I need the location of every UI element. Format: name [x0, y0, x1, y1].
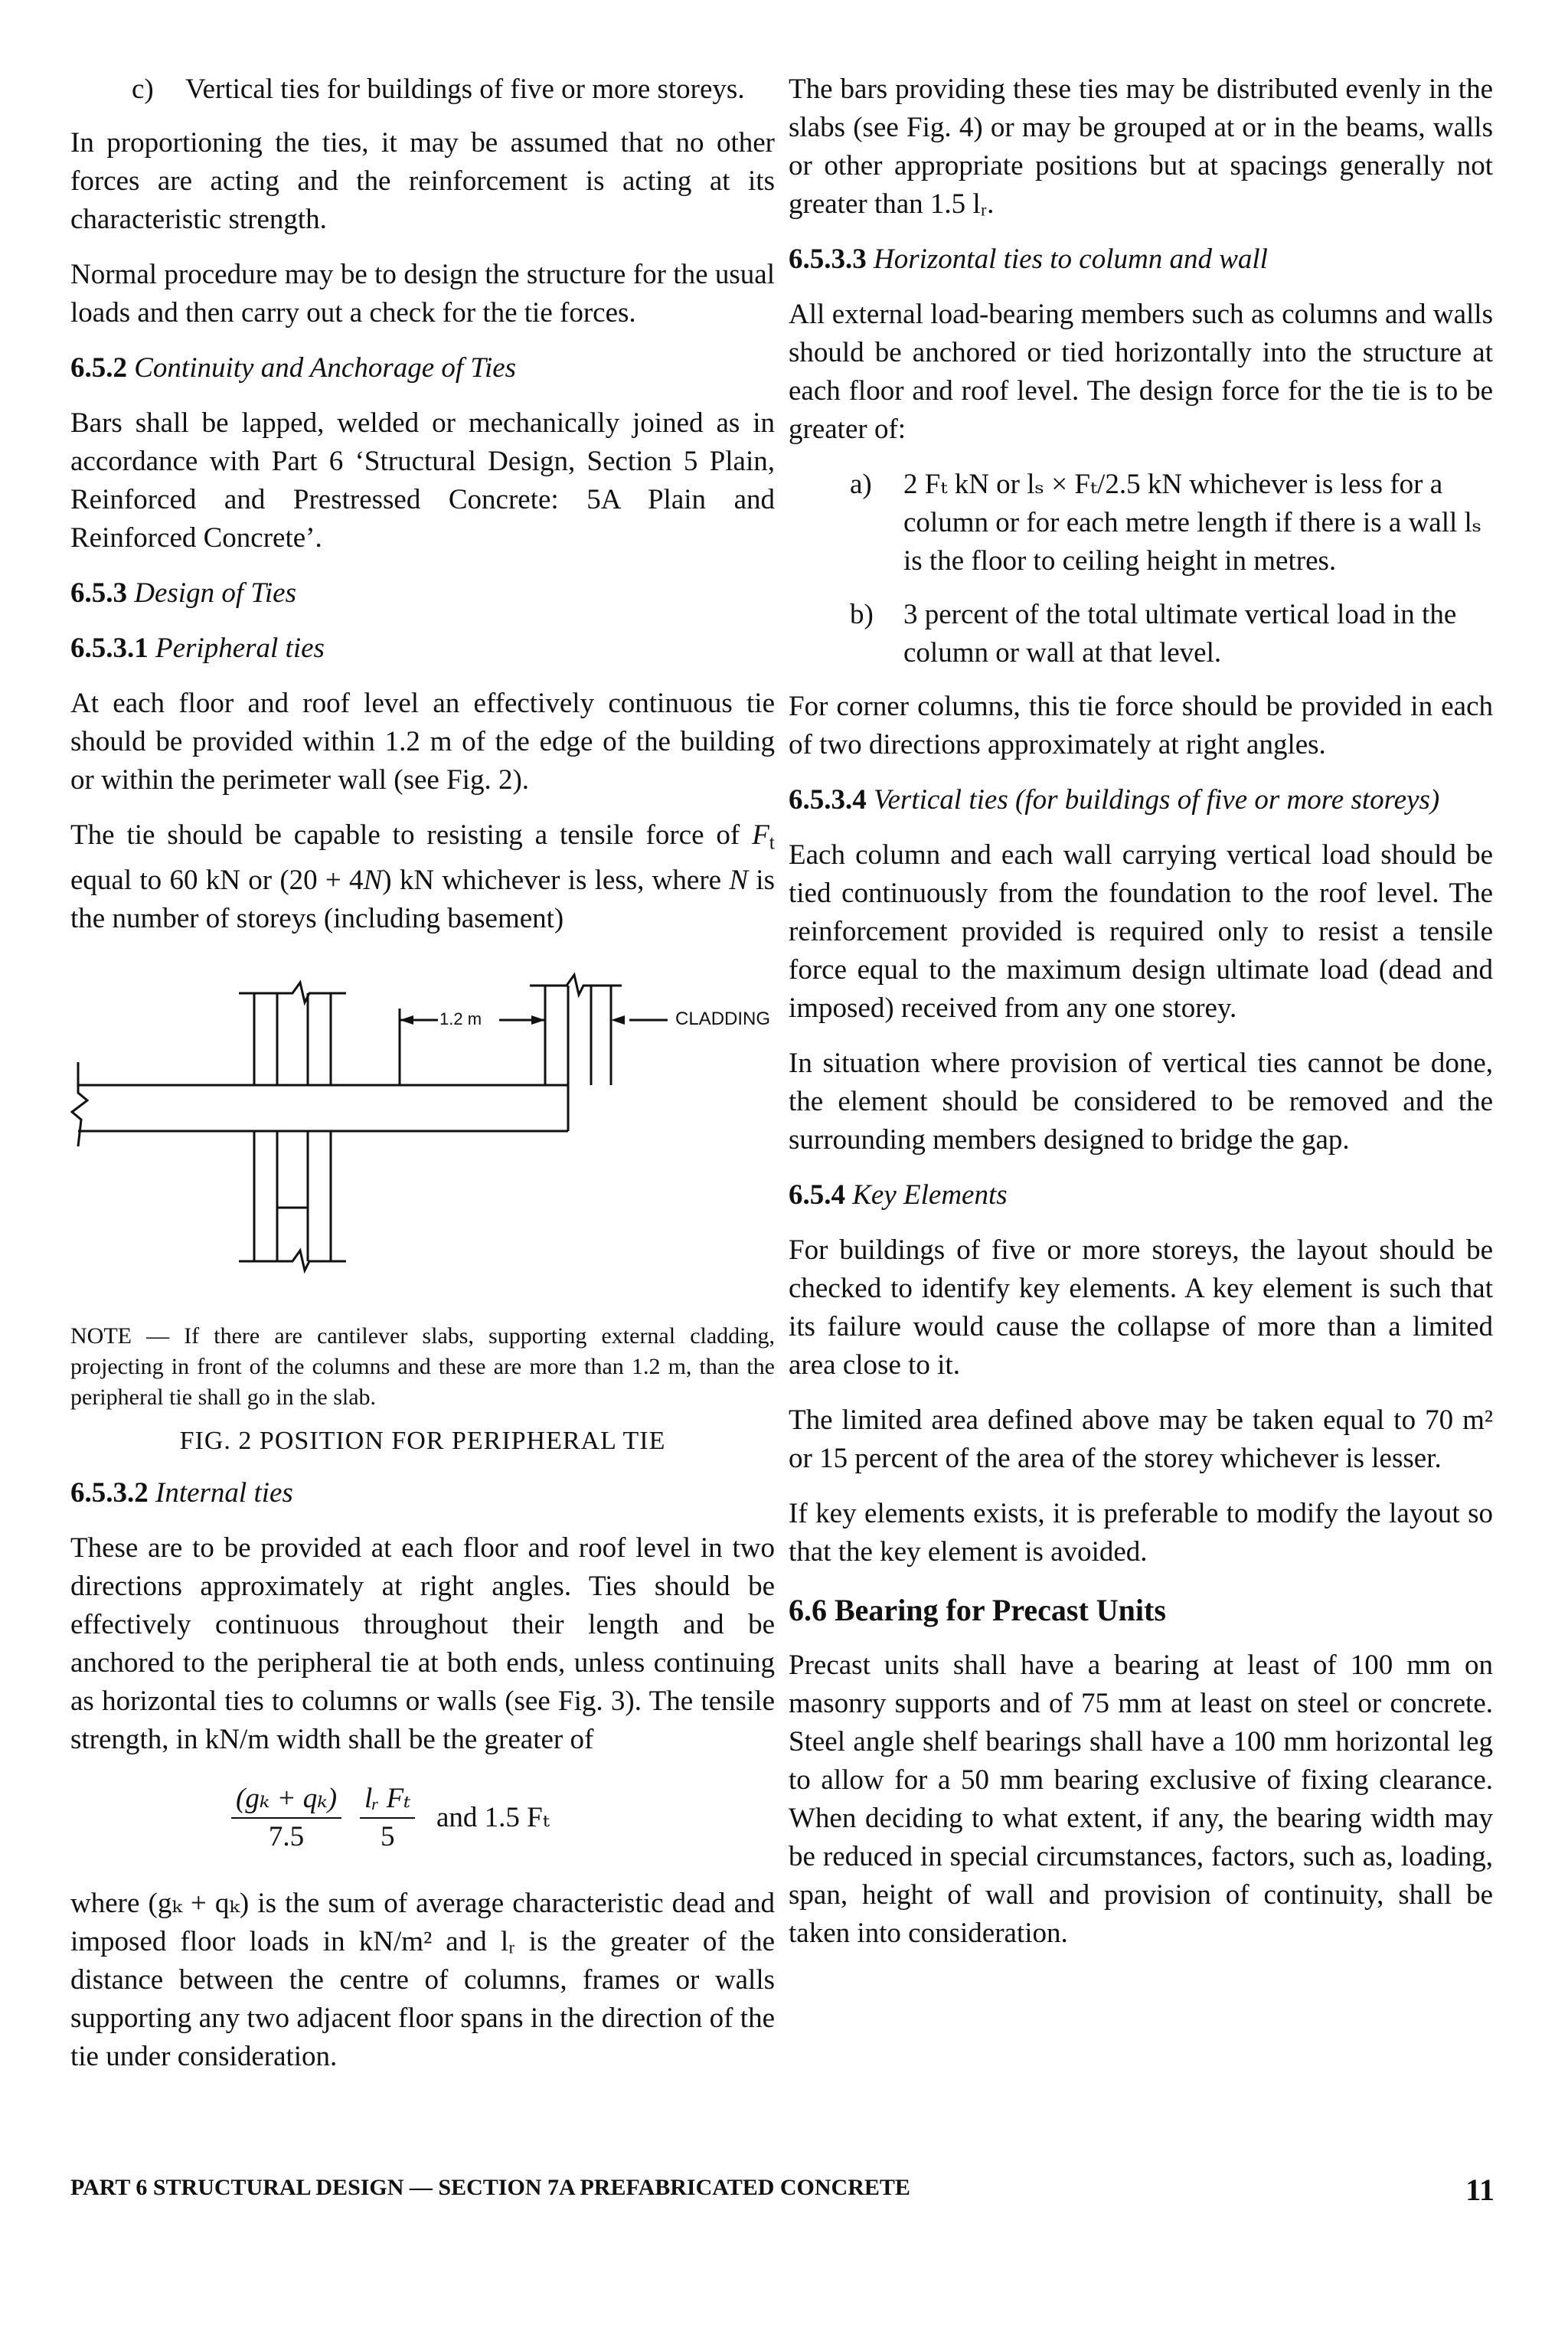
paragraph: Precast units shall have a bearing at least of 100 mm on masonry supports and of 75 mm at least on steel or concrete. Steel angle shelf bearings shall have a 100 mm horizontal leg to allow for a 50 mm bearing exclusive of fixing clearance. When deciding to what extent, if any, the bearing width may be reduced in special circumstances, factors, such as, loading, span, height of wall and provision of continuity, shall be taken into consideration. — [789, 1650, 1493, 1949]
section-heading-6-5-3-1: 6.5.3.1 Peripheral ties — [70, 633, 325, 664]
paragraph: If key elements exists, it is preferable to modify the layout so that the key element is avoided. — [789, 1498, 1493, 1568]
paragraph: Each column and each wall carrying vertical load should be tied continuously from the foundation to the roof level. The reinforcement provided is required only to resist a tensile force equal to the maximum design ultimate load (dead and imposed) received from any one storey. — [789, 839, 1493, 1024]
paragraph: These are to be provided at each floor and roof level in two directions approximately at right angles. Ties should be effectively continuous throughout their length and be anchored to the peripheral tie at both ends, unless continuing as horizontal ties to columns or walls (see Fig. 3). The tensile strength, in kN/m width shall be the greater of — [70, 1532, 775, 1756]
section-heading-6-5-2: 6.5.2 Continuity and Anchorage of Ties — [70, 352, 517, 384]
list-text: Vertical ties for buildings of five or more storeys. — [185, 74, 745, 105]
paragraph: In situation where provision of vertical ties cannot be done, the element should be considered to be removed and the surrounding members designed to bridge the gap. — [789, 1048, 1493, 1156]
section-heading-6-5-3-4: 6.5.3.4 Vertical ties (for buildings of five or more storeys) — [789, 784, 1440, 816]
paragraph: The bars providing these ties may be distributed evenly in the slabs (see Fig. 4) or may be grouped at or in the beams, walls or other appropriate positions but at spacings generally not greater than 1.5 lᵣ. — [789, 74, 1493, 220]
right-column — [789, 70, 1493, 1970]
section-heading-6-5-3-2: 6.5.3.2 Internal ties — [70, 1477, 293, 1509]
paragraph: For corner columns, this tie force should be provided in each of two directions approximately at right angles. — [789, 691, 1493, 760]
paragraph: The tie should be capable to resisting a tensile force of $F_t$ equal to 60 kN or (20 + 4N) kN whichever is less, where N is the number of storeys (including basement) — [70, 819, 775, 935]
section-heading-6-5-4: 6.5.4 Key Elements — [789, 1179, 1008, 1211]
formula-fraction: $\frac{\text{lᵣ Fₜ}}{5}$ — [360, 1780, 415, 1856]
list-item-a — [789, 466, 1493, 580]
arrow-head — [400, 1015, 413, 1025]
arrow-head — [531, 1015, 545, 1025]
list-text: 2 Fₜ kN or lₛ × Fₜ/2.5 kN whichever is less for a column or for each metre length if there is a wall lₛ is the floor to ceiling height in metres. — [903, 469, 1482, 577]
figure-note: NOTE — If there are cantilever slabs, supporting external cladding, projecting in front of the columns and these are more than 1.2 m, than the peripheral tie shall go in the slab. — [70, 1323, 775, 1411]
arrow-head — [611, 1015, 625, 1025]
peripheral-tie-diagram — [70, 955, 775, 1307]
section-heading-6-6: 6.6 Bearing for Precast Units — [789, 1593, 1166, 1627]
page-footer — [70, 2173, 1494, 2207]
paragraph: For buildings of five or more storeys, the layout should be checked to identify key elements. A key element is such that its failure would cause the collapse of more than a limited area close to it. — [789, 1234, 1493, 1381]
list-text: 3 percent of the total ultimate vertical load in the column or wall at that level. — [903, 599, 1457, 669]
paragraph: In proportioning the ties, it may be assumed that no other forces are acting and the reinforcement is acting at its characteristic strength. — [70, 127, 775, 235]
list-item-c — [70, 70, 775, 109]
paragraph: where (gₖ + qₖ) is the sum of average characteristic dead and imposed floor loads in kN/m² and lᵣ is the greater of the distance between the centre of columns, frames or walls supporting any two adjacent floor spans in the direction of the tie under consideration. — [70, 1888, 775, 2073]
break-line — [530, 975, 622, 995]
left-column — [70, 70, 775, 2093]
tensile-strength-formula — [70, 1776, 775, 1868]
dimension-label: 1.2 m — [439, 1009, 482, 1029]
section-heading-6-5-3-3: 6.5.3.3 Horizontal ties to column and wall — [789, 244, 1268, 275]
formula-fraction: $\frac{\text{(gₖ + qₖ)}}{7.5}$ — [231, 1780, 341, 1856]
paragraph: Bars shall be lapped, welded or mechanically joined as in accordance with Part 6 ‘Structural Design, Section 5 Plain, Reinforced and Prestressed Concrete: 5A Plain and Reinforced Concrete’. — [70, 407, 775, 554]
paragraph: At each floor and roof level an effectively continuous tie should be provided within 1.2 m of the edge of the building or within the perimeter wall (see Fig. 2). — [70, 688, 775, 796]
paragraph: Normal procedure may be to design the structure for the usual loads and then carry out a check for the tie forces. — [70, 259, 775, 329]
list-label: c) — [132, 74, 154, 105]
footer-title: PART 6 STRUCTURAL DESIGN — SECTION 7A PREFABRICATED CONCRETE — [70, 2175, 910, 2200]
section-heading-6-5-3: 6.5.3 Design of Ties — [70, 577, 296, 609]
page-number: 11 — [1465, 2173, 1494, 2207]
figure-2-diagram — [70, 955, 775, 1307]
list-label: a) — [850, 469, 872, 500]
cladding-label: CLADDING — [675, 1009, 771, 1030]
paragraph: All external load-bearing members such as columns and walls should be anchored or tied horizontally into the structure at each floor and roof level. The design force for the tie is to be greater of: — [789, 299, 1493, 445]
formula-alternative: and 1.5 Fₜ — [436, 1802, 550, 1834]
break-line — [72, 1062, 87, 1146]
list-label: b) — [850, 599, 874, 630]
paragraph: The limited area defined above may be taken equal to 70 m² or 15 percent of the area of the storey whichever is lesser. — [789, 1404, 1493, 1474]
list-item-b — [789, 596, 1493, 672]
figure-caption: FIG. 2 POSITION FOR PERIPHERAL TIE — [179, 1427, 666, 1456]
